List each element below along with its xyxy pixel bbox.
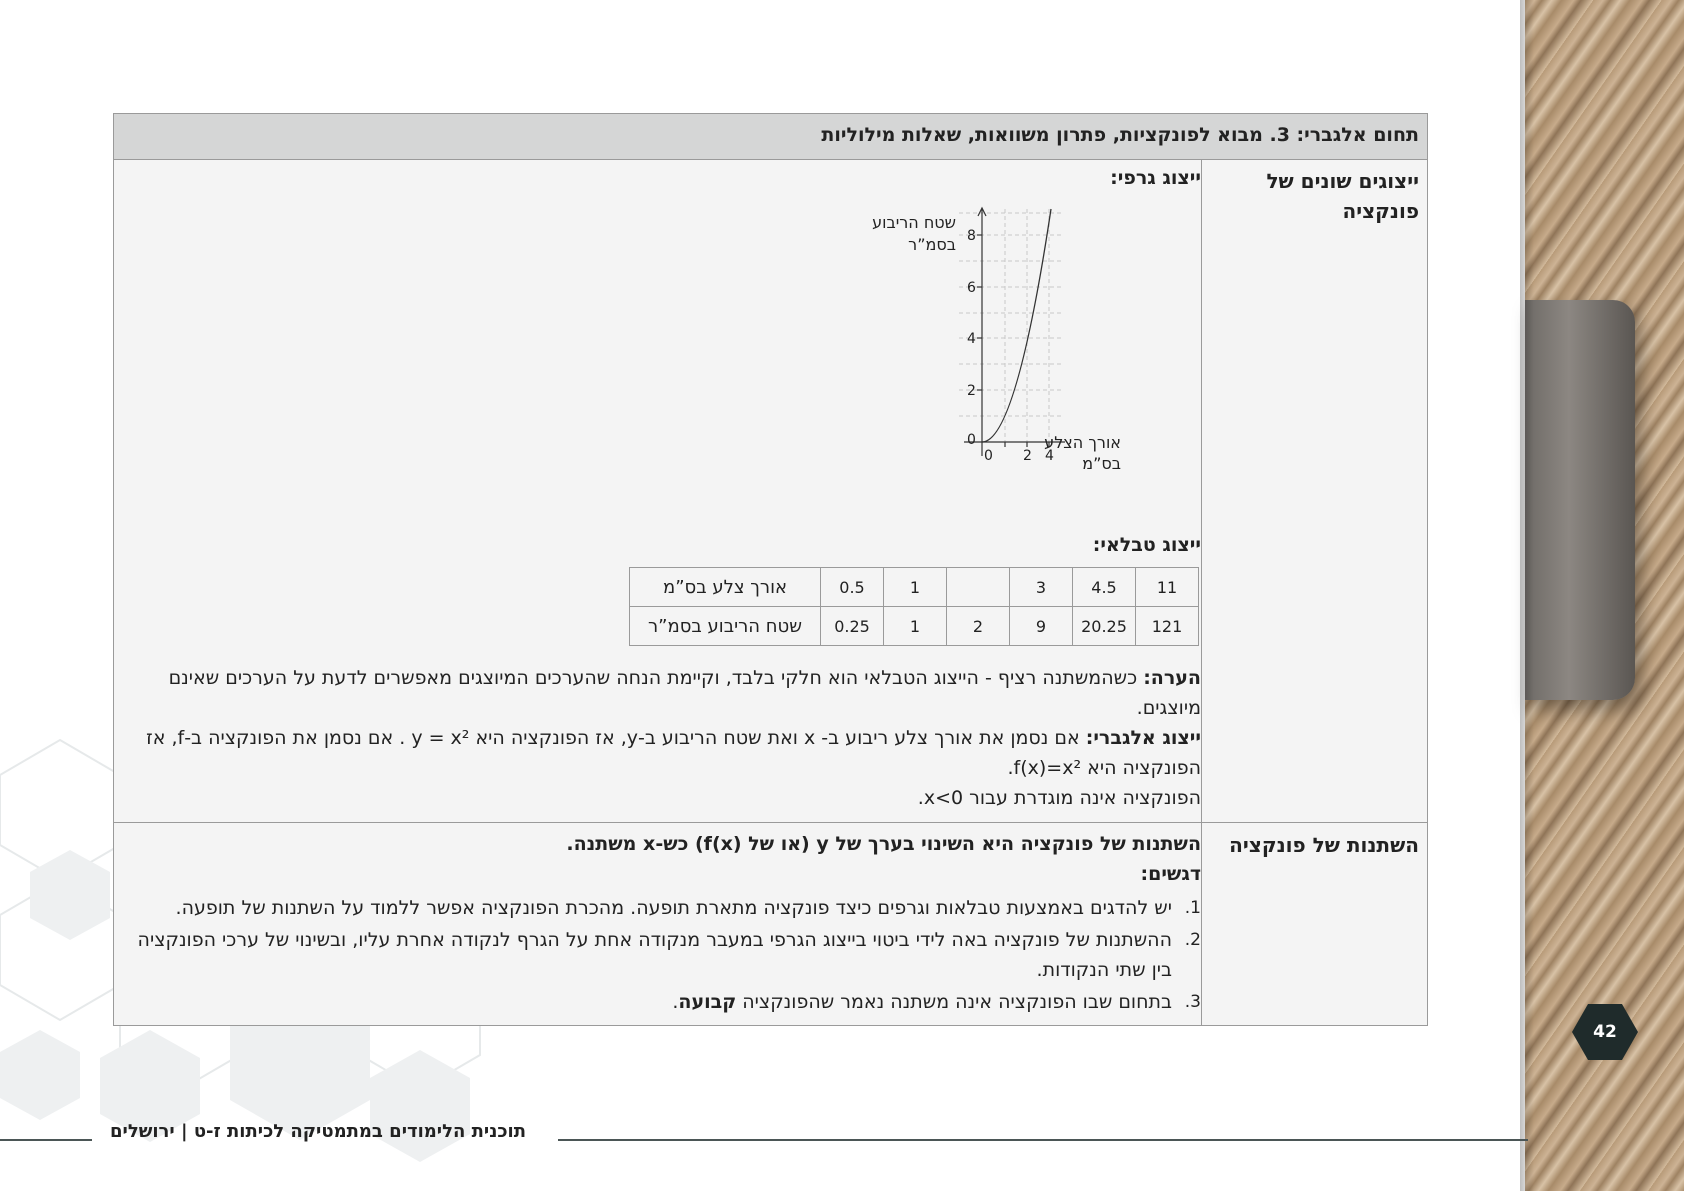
note-line1 — [131, 663, 1201, 693]
list-item: יש להדגים באמצעות טבלאות וגרפים כיצד פונקציה מתארת תופעה. מהכרת הפונקציה אפשר ללמוד על השתנות של תופעה. — [175, 897, 1172, 919]
footer-line-right — [558, 1139, 1528, 1141]
y-tick-2: 2 — [967, 383, 976, 399]
table-row-header: אורך צלע בס”מ — [630, 568, 821, 607]
table-cell: 1 — [884, 607, 947, 646]
footer-line-left — [0, 1139, 92, 1141]
table-cell: 11 — [1136, 568, 1199, 607]
table-row — [630, 568, 1199, 607]
list-item-end: . — [672, 991, 679, 1013]
parabola-graph-svg — [871, 204, 1121, 494]
x-tick-0: 0 — [984, 448, 993, 464]
algebraic-line1 — [131, 723, 1201, 753]
row1-label-line1: ייצוגים שונים של — [1266, 169, 1419, 193]
table-row-header: שטח הריבוע בסמ”ר — [630, 607, 821, 646]
algebraic-line3: הפונקציה אינה מוגדרת עבור x<0. — [917, 787, 1201, 809]
note-text: כשהמשתנה רציף - הייצוג הטבלאי הוא חלקי בלבד, וקיימת הנחה שהערכים המיוצגים מאפשרים לדעת על הערכים שאינם — [168, 667, 1138, 689]
row1-label-line2: פונקציה — [1342, 199, 1419, 223]
table-header-title: תחום אלגברי: 3. מבוא לפונקציות, פתרון משוואות, שאלות מילוליות — [821, 124, 1419, 146]
list-item-number: 3. — [1184, 992, 1201, 1012]
variation-definition: השתנות של פונקציה היא השינוי בערך של y (או של f(x)) כש-x משתנה. — [566, 833, 1201, 855]
table-cell: 0.5 — [821, 568, 884, 607]
page-edge-shadow — [1520, 0, 1534, 1191]
table-cell: 2 — [947, 607, 1010, 646]
algebraic-label: ייצוג אלגברי: — [1085, 727, 1201, 749]
x-tick-4: 4 — [1045, 448, 1054, 464]
x-tick-2: 2 — [1023, 448, 1032, 464]
function-graph — [871, 204, 1121, 494]
note-label: הערה: — [1143, 667, 1201, 689]
table-cell: 4.5 — [1073, 568, 1136, 607]
column-divider — [1201, 159, 1202, 1025]
row-divider — [114, 822, 1427, 823]
y-axis-label-line2: בסמ”ר — [908, 235, 956, 254]
y-tick-4: 4 — [967, 331, 976, 347]
row2-label: השתנות של פונקציה — [1229, 833, 1419, 857]
x-axis-label-line2: בס”מ — [1082, 454, 1121, 473]
list-item-number: 1. — [1184, 898, 1201, 918]
table-representation-title: ייצוג טבלאי: — [1092, 534, 1201, 556]
table-cell: 20.25 — [1073, 607, 1136, 646]
algebraic-line2: הפונקציה היא f(x)=x². — [1007, 757, 1201, 779]
emphases-title: דגשים: — [1140, 863, 1201, 885]
footer-title — [110, 1121, 540, 1142]
x-axis-label-line1: אורך הצלע — [1044, 433, 1121, 452]
table-row — [630, 607, 1199, 646]
table-cell: 3 — [1010, 568, 1073, 607]
list-item-line2: בין שתי הנקודות. — [1036, 959, 1172, 981]
table-cell: 9 — [1010, 607, 1073, 646]
list-item — [122, 925, 1172, 985]
list-item-text: בתחום שבו הפונקציה אינה משתנה נאמר שהפונקציה — [742, 991, 1172, 1013]
footer-separator: | — [180, 1121, 188, 1142]
y-tick-6: 6 — [967, 280, 976, 296]
y-tick-8: 8 — [967, 228, 976, 244]
y-axis-label-line1: שטח הריבוע — [872, 213, 956, 232]
algebraic-text: אם נסמן את אורך צלע ריבוע ב- x ואת שטח הריבוע ב-y, אז הפונקציה היא y = x² . אם נסמן את הפונקציה ב-f, אז — [146, 727, 1080, 749]
note-line2: מיוצגים. — [1136, 697, 1201, 719]
list-item-number: 2. — [1184, 930, 1201, 950]
values-table — [629, 567, 1199, 646]
list-item — [132, 987, 1172, 1017]
graphic-representation-title: ייצוג גרפי: — [1110, 167, 1201, 189]
table-cell: 0.25 — [821, 607, 884, 646]
content-table — [113, 113, 1428, 1026]
y-tick-0: 0 — [967, 432, 976, 448]
page-number: 42 — [1593, 1022, 1617, 1042]
page-number-badge — [1572, 1003, 1638, 1061]
row1-label — [1219, 166, 1419, 226]
footer-program-title: תוכנית הלימודים במתמטיקה לכיתות ז-ט — [193, 1121, 527, 1142]
table-cell: 1 — [884, 568, 947, 607]
table-cell: 121 — [1136, 607, 1199, 646]
wooden-block-decoration — [1525, 300, 1635, 700]
list-item-line1: ההשתנות של פונקציה באה לידי ביטוי בייצוג הגרפי במעבר מנקודה אחת על הגרף לנקודה אחרת עליו, ובשינוי של ערכי הפונקציה — [137, 929, 1172, 951]
note-paragraph — [131, 663, 1201, 813]
table-header — [114, 114, 1427, 160]
list-item-bold: קבועה — [678, 991, 737, 1013]
table-cell — [947, 568, 1010, 607]
footer-city: ירושלים — [110, 1121, 175, 1142]
